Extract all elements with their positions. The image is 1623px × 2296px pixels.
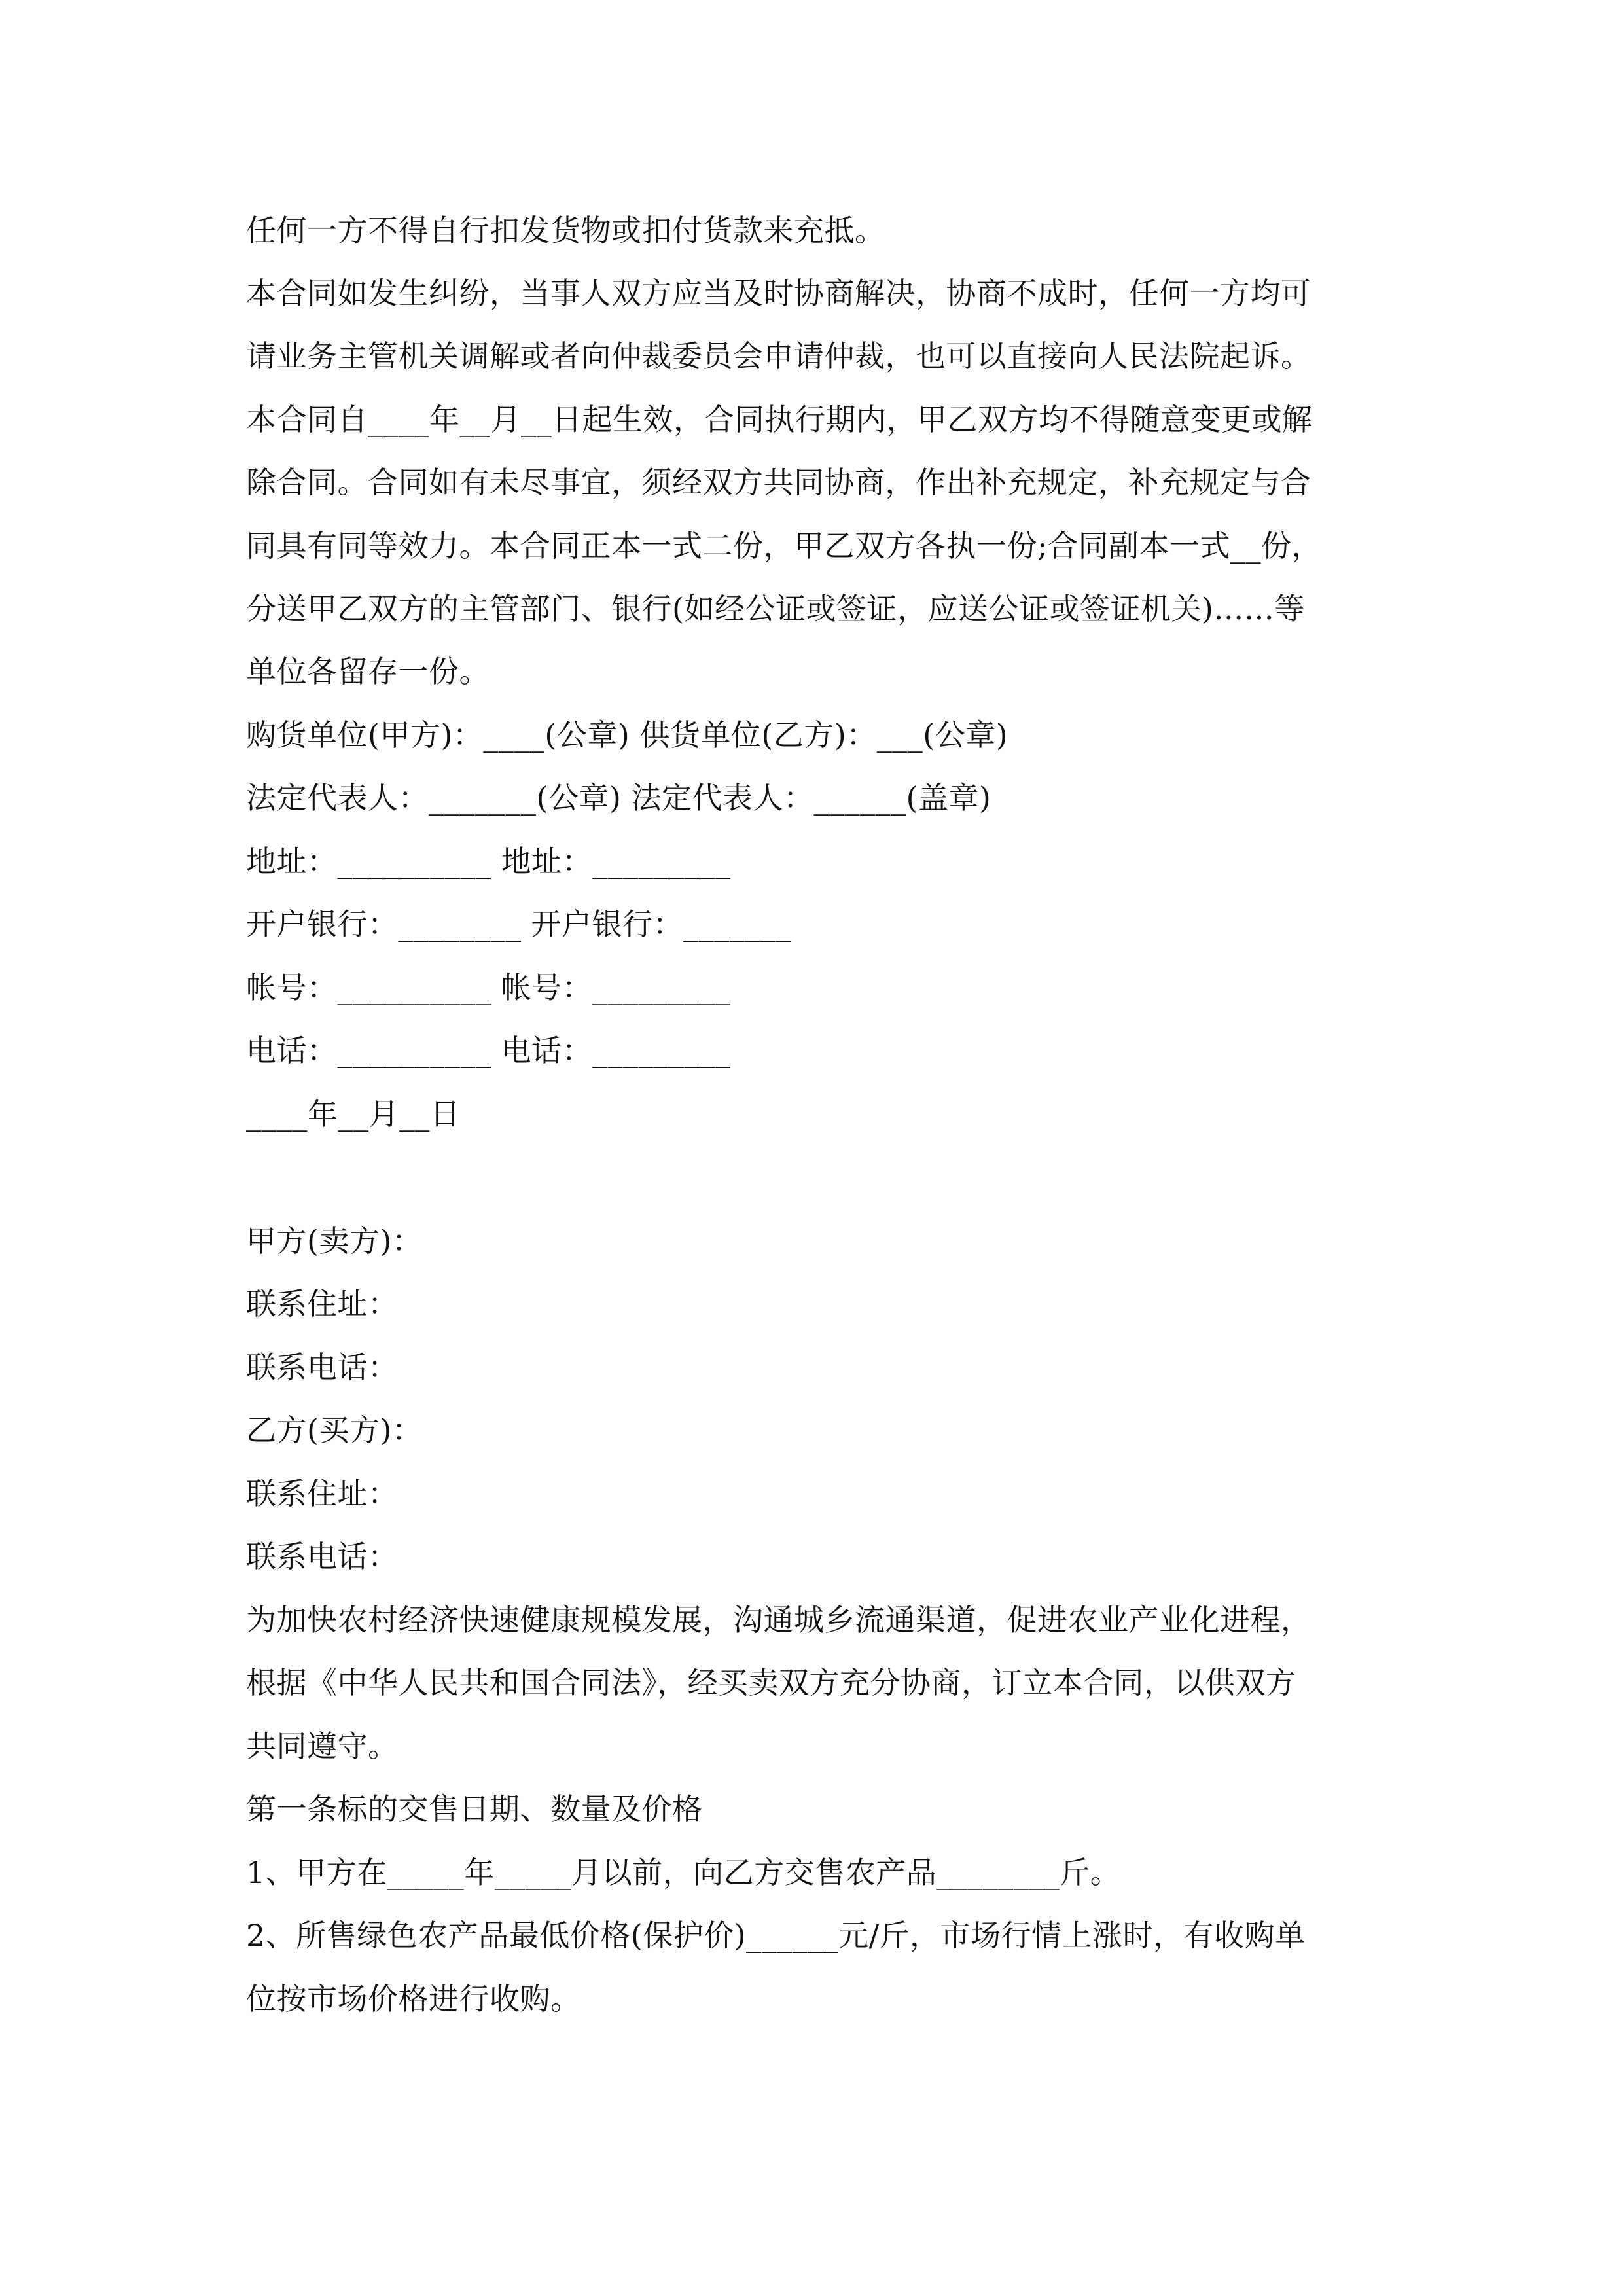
text-line: 请业务主管机关调解或者向仲裁委员会申请仲裁，也可以直接向人民法院起诉。 [246, 338, 1311, 374]
signature-line-legal-representative: 法定代表人：_______(公章) 法定代表人：______(盖章) [246, 780, 991, 816]
signature-line-buyer-seller-unit: 购货单位(甲方)：____(公章) 供货单位(乙方)：___(公章) [246, 717, 1008, 753]
party-b-label: 乙方(买方)： [246, 1412, 423, 1448]
text-line: 本合同如发生纠纷，当事人双方应当及时协商解决，协商不成时，任何一方均可 [246, 276, 1311, 311]
text-line: 共同遵守。 [246, 1729, 399, 1764]
signature-line-address: 地址：__________ 地址：_________ [246, 844, 731, 879]
text-line: 位按市场价格进行收购。 [246, 1981, 581, 2017]
text-line: 单位各留存一份。 [246, 654, 490, 689]
text-line: 分送甲乙双方的主管部门、银行(如经公证或签证，应送公证或签证机关)……等 [246, 591, 1305, 626]
party-a-address: 联系住址： [246, 1286, 399, 1321]
text-line: 根据《中华人民共和国合同法》，经买卖双方充分协商，订立本合同，以供双方 [246, 1665, 1296, 1700]
section-heading: 第一条标的交售日期、数量及价格 [246, 1791, 703, 1827]
party-b-address: 联系住址： [246, 1476, 399, 1511]
text-line: 本合同自____年__月__日起生效，合同执行期内，甲乙双方均不得随意变更或解 [246, 402, 1313, 437]
party-a-phone: 联系电话： [246, 1350, 399, 1385]
text-line: 同具有同等效力。本合同正本一式二份，甲乙双方各执一份;合同副本一式__份， [246, 528, 1322, 564]
signature-line-phone: 电话：__________ 电话：_________ [246, 1033, 731, 1068]
party-a-label: 甲方(卖方)： [246, 1223, 423, 1259]
clause-item: 1、甲方在_____年_____月以前，向乙方交售农产品________斤。 [246, 1855, 1121, 1890]
date-line: ____年__月__日 [246, 1096, 461, 1132]
text-line: 任何一方不得自行扣发货物或扣付货款来充抵。 [246, 213, 885, 248]
clause-item: 2、所售绿色农产品最低价格(保护价)______元/斤，市场行情上涨时，有收购单 [246, 1918, 1306, 1953]
signature-line-bank: 开户银行：________ 开户银行：_______ [246, 906, 791, 942]
text-line: 为加快农村经济快速健康规模发展，沟通城乡流通渠道，促进农业产业化进程， [246, 1602, 1311, 1638]
text-line: 除合同。合同如有未尽事宜，须经双方共同协商，作出补充规定，补充规定与合 [246, 465, 1311, 500]
party-b-phone: 联系电话： [246, 1539, 399, 1574]
signature-line-account: 帐号：__________ 帐号：_________ [246, 970, 731, 1005]
